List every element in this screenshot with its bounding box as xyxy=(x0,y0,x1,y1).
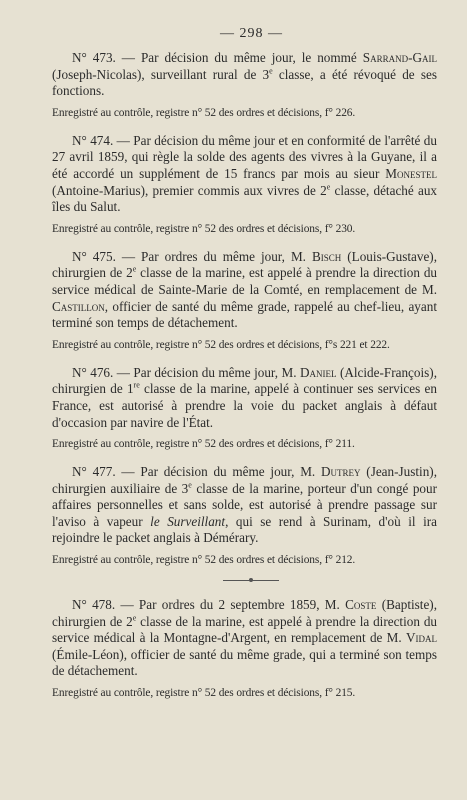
entry-number: N° 476. xyxy=(72,364,114,380)
register-note: Enregistré au contrôle, registre n° 52 des ordres et décisions, f° 211. xyxy=(52,438,355,451)
person-name: Monestel xyxy=(385,165,437,181)
vessel-name: le Surveillant xyxy=(150,513,226,529)
entry-text: N° 477. — Par décision du même jour, M. Dutrey (Jean-Justin), chirurgien auxiliaire de 3e classe de la marine, porteur d'un congé pour affaires personnelles et sans solde, est autorisé à prendre passage sur l'aviso à vapeur le Surveillant, qui se rend à Surinam, d'où il ira rejoindre le packet anglais à Démérary. xyxy=(52,464,437,546)
person-name: Vidal xyxy=(405,630,437,646)
entry-number: N° 474. xyxy=(72,132,114,148)
register-note: Enregistré au contrôle, registre n° 52 des ordres et décisions, f° 226. xyxy=(52,106,356,119)
entry-number: N° 473. xyxy=(72,50,116,65)
page-number: — 298 — xyxy=(220,26,283,41)
entry-number: N° 478. xyxy=(72,597,116,613)
register-note: Enregistré au contrôle, registre n° 52 des ordres et décisions, f°s 221 et 222. xyxy=(52,338,390,351)
entry-476 xyxy=(52,365,437,451)
entry-number: N° 475. xyxy=(72,248,116,264)
register-note: Enregistré au contrôle, registre n° 52 des ordres et décisions, f° 212. xyxy=(52,554,356,567)
person-name: Bisch xyxy=(311,248,342,264)
entry-number: N° 477. xyxy=(72,464,116,480)
register-note: Enregistré au contrôle, registre n° 52 des ordres et décisions, f° 230. xyxy=(52,222,356,235)
entry-text: N° 476. — Par décision du même jour, M. Daniel (Alcide-François), chirurgien de 1re classe de la marine, appelé à continuer ses services en France, est autorisé à prendre la voie du packet anglais à défaut d'occasion par navire de l'État. xyxy=(52,364,437,430)
entry-477 xyxy=(52,464,437,567)
person-name: Sarrand-Gail xyxy=(362,50,437,65)
person-name: Dutrey xyxy=(321,464,361,480)
entry-text: N° 475. — Par ordres du même jour, M. Bisch (Louis-Gustave), chirurgien de 2e classe de la marine, est appelé à prendre la direction du service médical de Sainte-Marie de la Comté, en remplacement de M. Castillon, officier de santé du même grade, rappelé au chef-lieu, ayant terminé son temps de détachement. xyxy=(52,248,438,331)
entry-text: N° 478. — Par ordres du 2 septembre 1859, M. Coste (Baptiste), chirurgien de 2e classe de la marine, est appelé à prendre la direction du service médical à la Montagne-d'Argent, en remplacement de M. Vidal (Émile-Léon), officier de santé du même grade, qui a terminé son temps de détachement. xyxy=(52,597,438,679)
entry-text: N° 474. — Par décision du même jour et en conformité de l'arrêté du 27 avril 1859, qui règle la solde des agents des vivres à la Guyane, il a été accordé un supplément de 15 francs par mois au sieur Monestel (Antoine-Marius), premier commis aux vivres de 2e classe, détaché aux îles du Salut. xyxy=(52,132,438,215)
section-divider xyxy=(223,580,279,581)
entry-473 xyxy=(52,50,437,120)
entry-478 xyxy=(52,597,437,700)
entry-475 xyxy=(52,249,437,352)
person-name: Castillon xyxy=(52,298,105,314)
person-name: Daniel xyxy=(300,364,337,380)
person-name: Coste xyxy=(345,597,377,613)
entry-text: N° 473. — Par décision du même jour, le nommé Sarrand-Gail (Joseph-Nicolas), surveillant rural de 3e classe, a été révoqué de ses fonctions. xyxy=(52,50,437,99)
register-note: Enregistré au contrôle, registre n° 52 des ordres et décisions, f° 215. xyxy=(52,687,356,700)
entry-474 xyxy=(52,133,437,236)
